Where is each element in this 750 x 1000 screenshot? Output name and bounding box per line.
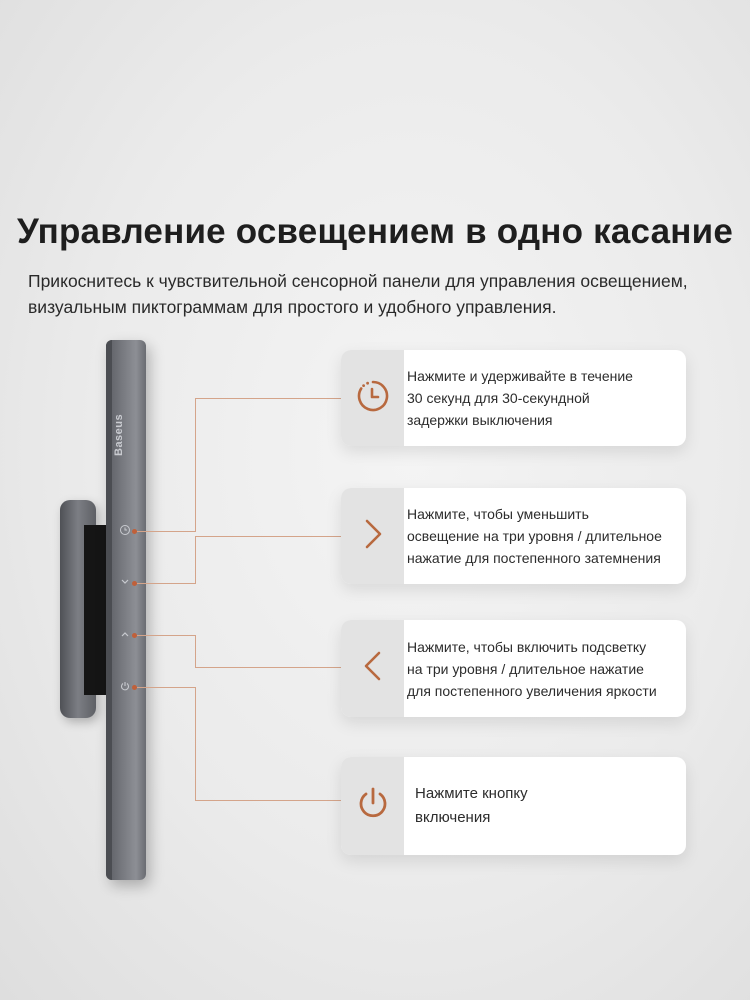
card-icon-panel	[341, 757, 404, 855]
connector-line-2c	[195, 536, 341, 537]
connector-line-4b	[195, 687, 196, 801]
connector-line-3c	[195, 667, 341, 668]
card-line: Нажмите и удерживайте в течение	[407, 368, 633, 384]
card-icon-panel	[341, 620, 404, 717]
card-line: освещение на три уровня / длительное	[407, 528, 662, 544]
card-line: Нажмите кнопку	[415, 785, 528, 802]
chevron-left-icon	[358, 648, 388, 689]
card-text-decrease	[407, 503, 680, 569]
page-subtitle	[28, 268, 688, 320]
device-mount-shadow	[84, 525, 108, 695]
card-line: включения	[415, 809, 491, 826]
device-brand-label: Baseus	[113, 413, 125, 457]
card-line: нажатие для постепенного затемнения	[407, 550, 661, 566]
card-line: Нажмите, чтобы уменьшить	[407, 506, 589, 522]
card-line: на три уровня / длительное нажатие	[407, 660, 644, 677]
subtitle-line-1: Прикоснитесь к чувствительной сенсорной панели для управления освещением,	[28, 271, 688, 291]
connector-line-4a	[137, 687, 195, 688]
connector-line-3a	[137, 635, 195, 636]
subtitle-line-2: визуальным пиктограммам для простого и удобного управления.	[28, 297, 557, 317]
connector-line-1a	[137, 531, 195, 532]
power-icon	[355, 785, 391, 828]
feature-card-decrease	[341, 488, 686, 584]
card-line: задержки выключения	[407, 412, 553, 428]
feature-card-timer	[341, 350, 686, 446]
device-chevron-right-icon[interactable]	[118, 576, 132, 590]
device-power-icon[interactable]	[118, 680, 132, 694]
card-line: для постепенного увеличения яркости	[407, 682, 657, 699]
connector-line-3b	[195, 635, 196, 668]
chevron-right-icon	[358, 516, 388, 557]
connector-line-2b	[195, 536, 196, 584]
device-chevron-left-icon[interactable]	[118, 628, 132, 642]
card-text-increase	[407, 636, 680, 702]
card-text-timer	[407, 365, 680, 431]
connector-line-1c	[195, 398, 341, 399]
lamp-device-edge	[106, 340, 112, 880]
connector-line-1b	[195, 398, 196, 532]
connector-line-2a	[137, 583, 195, 584]
card-line: 30 секунд для 30-секундной	[407, 390, 590, 406]
connector-line-4c	[195, 800, 341, 801]
device-timer-icon[interactable]	[118, 524, 132, 538]
feature-card-power	[341, 757, 686, 855]
timer-icon	[355, 378, 391, 419]
card-icon-panel	[341, 488, 404, 584]
page-title: Управление освещением в одно касание	[16, 212, 734, 251]
card-line: Нажмите, чтобы включить подсветку	[407, 638, 647, 655]
card-icon-panel	[341, 350, 404, 446]
card-text-power	[415, 782, 680, 830]
feature-card-increase	[341, 620, 686, 717]
